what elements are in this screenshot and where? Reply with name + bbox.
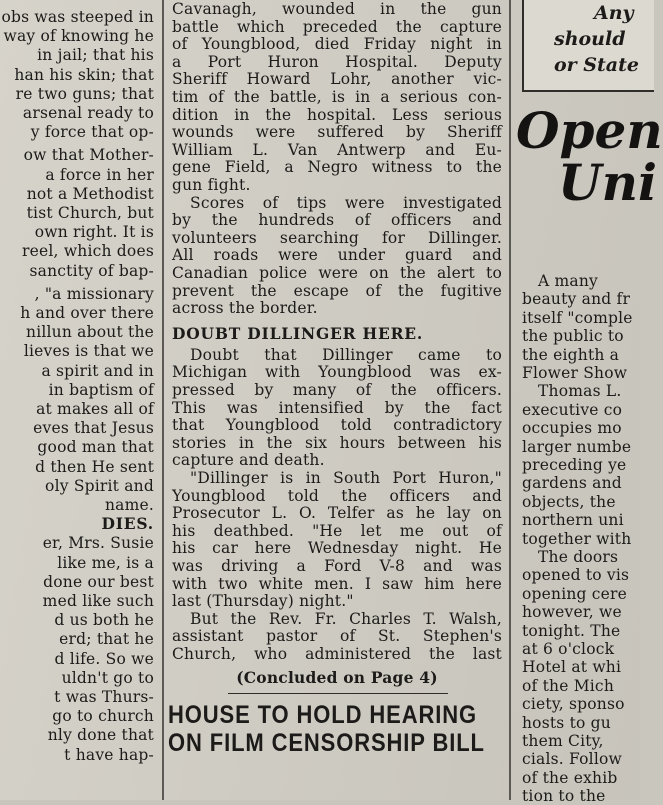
text-line: executive co [522, 400, 623, 419]
text-line: lieves is that we [23, 342, 154, 361]
text-line: volunteers searching for Dillinger. [172, 228, 502, 247]
text-line: opening cere [522, 584, 628, 603]
text-line: hosts to gu [522, 713, 611, 732]
text-line: of the Mich [522, 676, 614, 695]
text-line: sanctity of bap- [29, 261, 154, 280]
text-line: good man that [37, 438, 154, 457]
headline-1: HOUSE TO HOLD HEARING [168, 700, 477, 729]
text-line: the eighth a [522, 345, 620, 364]
text-line: tion to the [522, 787, 606, 805]
text-line: gun fight. [172, 176, 251, 194]
column-rule-right [509, 0, 511, 800]
text-line: last (Thursday) night." [172, 592, 354, 611]
text-line: occupies mo [522, 419, 622, 438]
text-line: of Youngblood, died Friday night in [172, 35, 502, 54]
text-line: d us both he [54, 611, 154, 630]
text-line: erd; that he [59, 630, 154, 649]
box-line-1: Any [594, 2, 634, 24]
text-line: name. [104, 496, 154, 514]
left-subhead: DIES. [101, 514, 154, 534]
text-line: dition in the hospital. Less serious [172, 105, 502, 124]
column-rule-left [162, 0, 164, 800]
text-line: a Port Huron Hospital. Deputy [172, 52, 502, 71]
text-line: battle which preceded the capture [172, 17, 502, 36]
text-line: Canadian police were on the alert to [172, 264, 502, 282]
text-line: Youngblood told the officers and [172, 486, 502, 505]
text-line: beauty and fr [522, 290, 631, 309]
text-line: by the hundreds of officers and [172, 211, 502, 230]
text-line: ciety, sponso [522, 695, 625, 714]
text-line: opened to vis [522, 566, 630, 585]
text-line: Thomas L. [538, 382, 622, 401]
section-subhead: DOUBT DILLINGER HERE. [172, 323, 424, 343]
text-line: go to church [52, 707, 154, 726]
text-line: gardens and [522, 474, 622, 493]
text-line: Hotel at whi [522, 658, 622, 677]
concluded-note: (Concluded on Page 4) [236, 667, 438, 687]
text-line: at makes all of [36, 400, 154, 418]
divider [228, 693, 448, 694]
text-line: them City, [522, 732, 604, 750]
text-line: Michigan with Youngblood was ex- [172, 363, 502, 382]
text-line: Church, who administered the last [172, 645, 502, 663]
text-line: t have hap- [64, 745, 154, 764]
text-line: re two guns; that [15, 84, 154, 103]
text-line: capture and death. [172, 451, 325, 470]
text-line: together with [522, 529, 632, 548]
text-line: , "a missionary [34, 284, 154, 303]
text-line: ow that Mother- [23, 146, 154, 165]
text-line: d life. So we [54, 649, 154, 668]
text-line: stories in the six hours between his [172, 433, 502, 452]
text-line: not a Methodist [26, 184, 154, 203]
text-line: "Dillinger is in South Port Huron," [190, 469, 502, 487]
text-line: d then He sent [35, 457, 154, 476]
text-line: across the border. [172, 299, 318, 318]
text-line: prevent the escape of the fugitive [172, 281, 502, 300]
text-line: nly done that [47, 726, 154, 745]
text-line: oly Spirit and [45, 476, 154, 495]
middle-column [168, 0, 504, 800]
text-line: preceding ye [522, 456, 627, 474]
text-line: was driving a Ford V-8 and was [172, 557, 502, 575]
text-line: But the Rev. Fr. Charles T. Walsh, [190, 609, 502, 628]
text-line: in baptism of [48, 380, 154, 399]
text-line: larger numbe [522, 437, 632, 456]
headline-2: ON FILM CENSORSHIP BILL [168, 728, 485, 757]
text-line: a force in her [45, 165, 154, 184]
text-line: t was Thurs- [54, 688, 154, 706]
text-line: however, we [522, 603, 622, 622]
text-line: cials. Follow [522, 750, 622, 769]
text-line: pressed by many of the officers. [172, 381, 502, 399]
text-line: reel, which does [22, 242, 154, 261]
text-line: The doors [538, 548, 619, 566]
text-line: med like such [42, 592, 154, 610]
right-headline-2: Uni [558, 153, 657, 212]
text-line: itself "comple [522, 308, 633, 327]
text-line: way of knowing he [3, 27, 154, 46]
text-line: han his skin; that [14, 65, 154, 84]
text-line: a spirit and in [41, 361, 154, 380]
text-line: This was intensified by the fact [172, 398, 502, 417]
text-line: wounds were suffered by Sheriff [172, 123, 502, 142]
text-line: y force that op- [30, 123, 154, 142]
text-line: northern uni [522, 511, 624, 530]
text-line: Flower Show [522, 364, 628, 382]
box-line-3: or State [554, 54, 639, 76]
text-line: William L. Van Antwerp and Eu- [172, 140, 502, 159]
box-line-2: should [554, 28, 626, 50]
text-line: Scores of tips were investigated [190, 193, 502, 212]
text-line: objects, the [522, 492, 616, 511]
text-line: h and over there [20, 304, 154, 322]
text-line: nillun about the [26, 323, 154, 342]
text-line: A many [538, 272, 598, 290]
text-line: obs was steeped in [1, 8, 154, 26]
text-line: Prosecutor L. O. Telfer as he lay on [172, 504, 502, 523]
text-line: in jail; that his [37, 46, 154, 65]
text-line: of the exhib [522, 768, 618, 787]
boxed-notice [522, 0, 654, 92]
text-line: gene Field, a Negro witness to the [172, 158, 502, 177]
text-line: the public to [522, 327, 624, 346]
text-line: done our best [43, 572, 154, 591]
text-line: his car here Wednesday night. He [172, 539, 502, 558]
text-line: tim of the battle, is in a serious con- [172, 88, 502, 106]
text-line: tist Church, but [26, 204, 154, 222]
text-line: like me, is a [57, 553, 154, 572]
right-headline-1: Open [516, 101, 663, 160]
text-line: arsenal ready to [22, 104, 154, 122]
text-line: tonight. The [522, 621, 621, 640]
text-line: with two white men. I saw him here [172, 574, 502, 593]
text-line: own right. It is [34, 223, 154, 242]
left-column [0, 0, 160, 800]
text-line: Doubt that Dillinger came to [190, 345, 502, 364]
right-column [516, 0, 663, 805]
text-line: that Youngblood told contradictory [172, 416, 502, 435]
text-line: his deathbed. "He let me out of [172, 521, 502, 540]
text-line: uldn't go to [61, 668, 154, 687]
text-line: eves that Jesus [33, 419, 154, 438]
text-line: Cavanagh, wounded in the gun [172, 0, 502, 18]
text-line: All roads were under guard and [172, 246, 502, 265]
text-line: er, Mrs. Susie [42, 534, 154, 553]
text-line: at 6 o'clock [522, 640, 615, 658]
text-line: Sheriff Howard Lohr, another vic- [172, 70, 502, 89]
text-line: assistant pastor of St. Stephen's [172, 627, 502, 646]
